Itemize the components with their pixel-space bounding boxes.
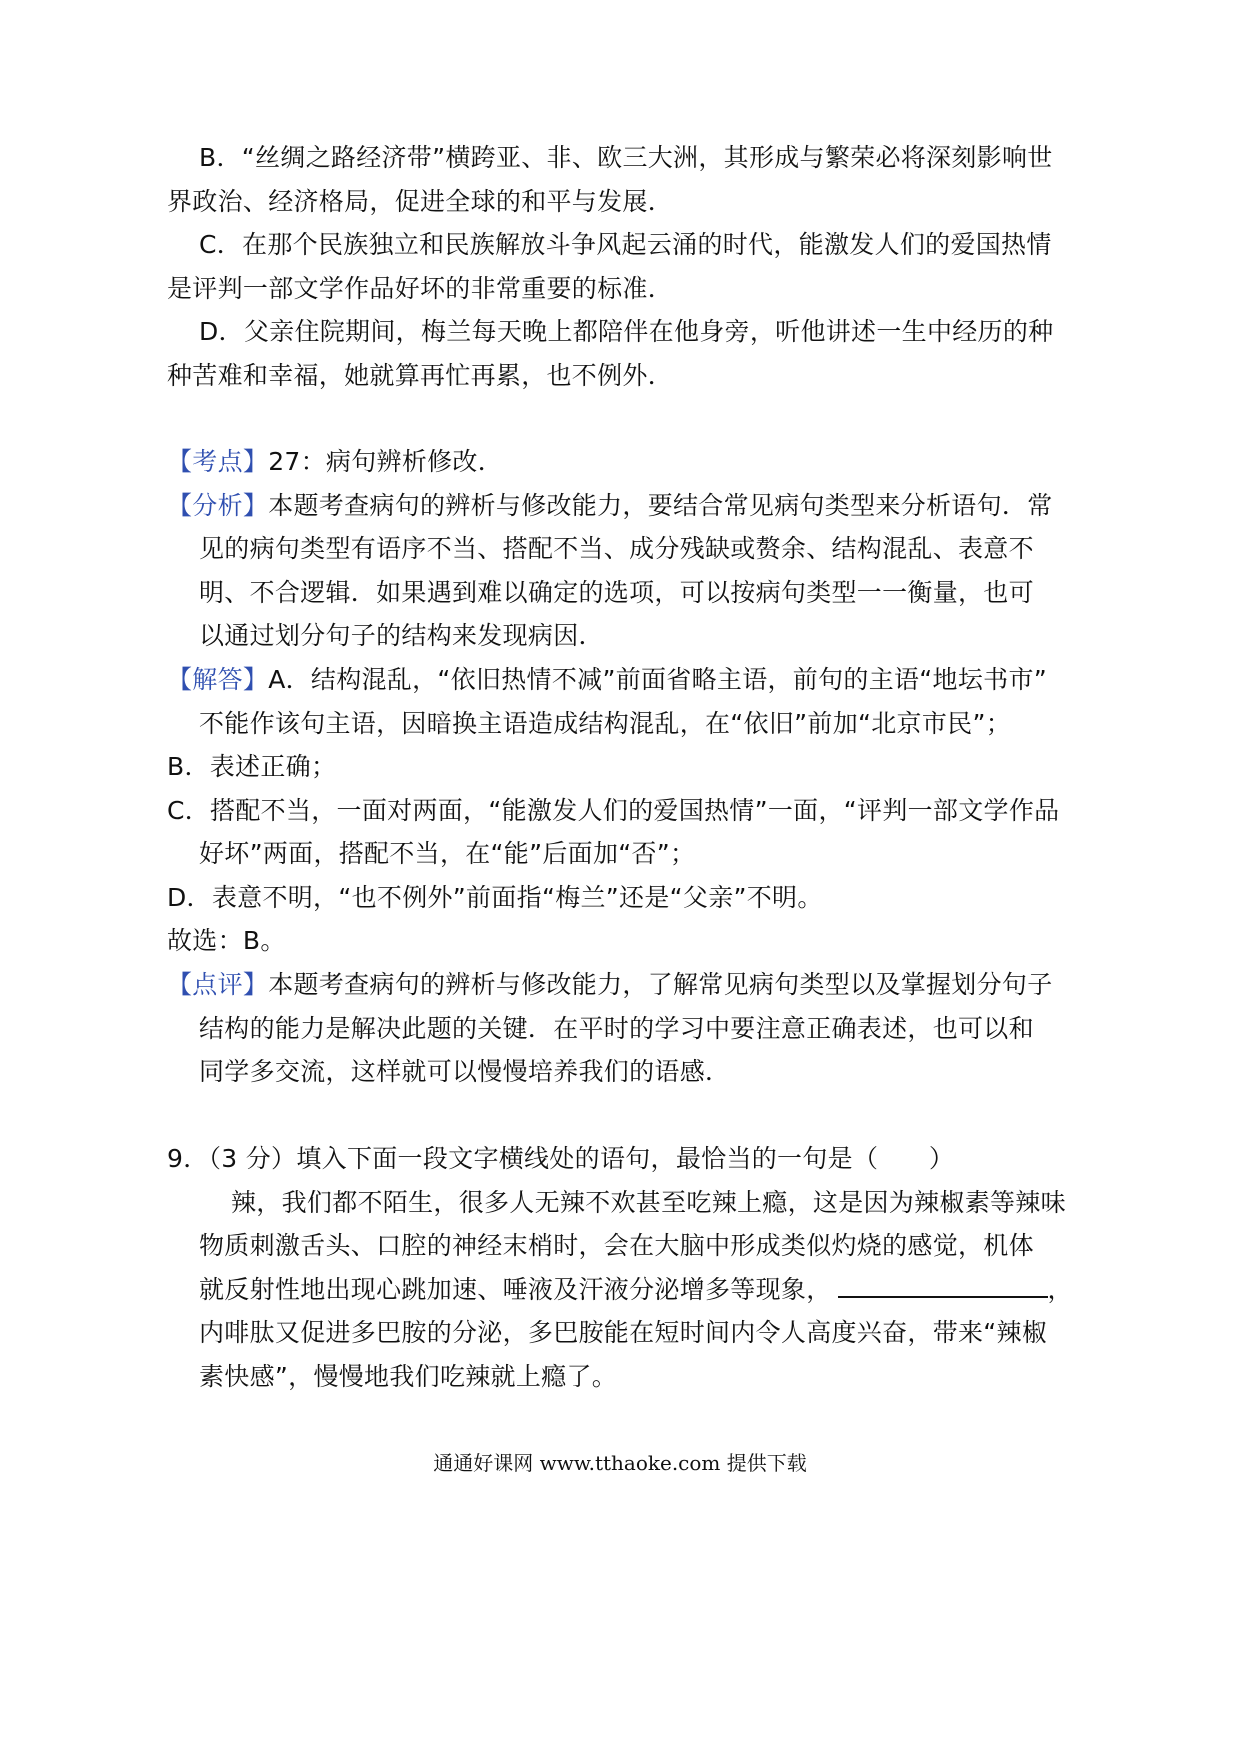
dianping-line-1: 本题考查病句的辨析与修改能力，了解常见病句类型以及掌握划分句子 <box>268 970 1053 999</box>
kaodian-row <box>167 446 503 478</box>
fenxi-row <box>167 490 1053 522</box>
fill-in-blank-line <box>838 1276 1048 1298</box>
question-9-paragraph-line-1: 辣，我们都不陌生，很多人无辣不欢甚至吃辣上瘾，这是因为辣椒素等辣味 <box>231 1188 1066 1217</box>
jieda-tag: 【解答】 <box>167 665 269 694</box>
jieda-c-line-2: 好坏”两面，搭配不当，在“能”后面加“否”； <box>199 839 696 868</box>
jieda-c-line-1: C．搭配不当，一面对两面，“能激发人们的爱国热情”一面，“评判一部文学作品 <box>167 796 1060 825</box>
answer-choice: 故选：B。 <box>167 926 286 955</box>
jieda-row <box>167 664 1047 696</box>
fenxi-line-1: 本题考查病句的辨析与修改能力，要结合常见病句类型来分析语句．常 <box>268 491 1053 520</box>
jieda-line-1: A．结构混乱，“依旧热情不减”前面省略主语，前句的主语“地坛书市” <box>268 665 1048 694</box>
option-d-line-1: D．父亲住院期间，梅兰每天晚上都陪伴在他身旁，听他讲述一生中经历的种 <box>199 317 1054 346</box>
question-9-paragraph-line-4: 内啡肽又促进多巴胺的分泌，多巴胺能在短时间内令人高度兴奋，带来“辣椒 <box>199 1318 1048 1347</box>
option-c-line-2: 是评判一部文学作品好坏的非常重要的标准． <box>167 274 674 303</box>
question-9-paragraph-line-2: 物质刺激舌头、口腔的神经末梢时，会在大脑中形成类似灼烧的感觉，机体 <box>199 1231 1034 1260</box>
dianping-line-2: 结构的能力是解决此题的关键．在平时的学习中要注意正确表述，也可以和 <box>199 1014 1034 1043</box>
question-9-line-3-end: ， <box>1047 1275 1073 1304</box>
option-d-line-2: 种苦难和幸福，她就算再忙再累，也不例外． <box>167 361 674 390</box>
option-b-line-1: B．“丝绸之路经济带”横跨亚、非、欧三大洲，其形成与繁荣必将深刻影响世 <box>199 143 1053 172</box>
fenxi-line-3: 明、不合逻辑．如果遇到难以确定的选项，可以按病句类型一一衡量，也可 <box>199 578 1034 607</box>
dianping-tag: 【点评】 <box>167 970 269 999</box>
jieda-d: D．表意不明，“也不例外”前面指“梅兰”还是“父亲”不明。 <box>167 883 823 912</box>
fenxi-line-4: 以通过划分句子的结构来发现病因． <box>199 621 604 650</box>
option-b-line-2: 界政治、经济格局，促进全球的和平与发展． <box>167 187 674 216</box>
page-footer: 通通好课网 www.tthaoke.com 提供下载 <box>433 1451 807 1475</box>
question-9-paragraph-line-5: 素快感”，慢慢地我们吃辣就上瘾了。 <box>199 1362 618 1391</box>
option-c-line-1: C．在那个民族独立和民族解放斗争风起云涌的时代，能激发人们的爱国热情 <box>199 230 1052 259</box>
dianping-row <box>167 969 1053 1001</box>
fenxi-line-2: 见的病句类型有语序不当、搭配不当、成分残缺或赘余、结构混乱、表意不 <box>199 534 1034 563</box>
jieda-line-2: 不能作该句主语，因暗换主语造成结构混乱，在“依旧”前加“北京市民”； <box>199 709 1012 738</box>
kaodian-tag: 【考点】 <box>167 447 269 476</box>
fenxi-tag: 【分析】 <box>167 491 269 520</box>
dianping-line-3: 同学多交流，这样就可以慢慢培养我们的语感． <box>199 1057 731 1086</box>
question-9-line-3-text: 就反射性地出现心跳加速、唾液及汗液分泌增多等现象， <box>199 1275 832 1304</box>
kaodian-text: 27：病句辨析修改． <box>268 447 504 476</box>
jieda-b: B．表述正确； <box>167 752 337 781</box>
question-9-paragraph-line-3 <box>199 1274 1073 1306</box>
question-9-stem: 9．（3 分）填入下面一段文字横线处的语句，最恰当的一句是（ ） <box>167 1144 955 1173</box>
